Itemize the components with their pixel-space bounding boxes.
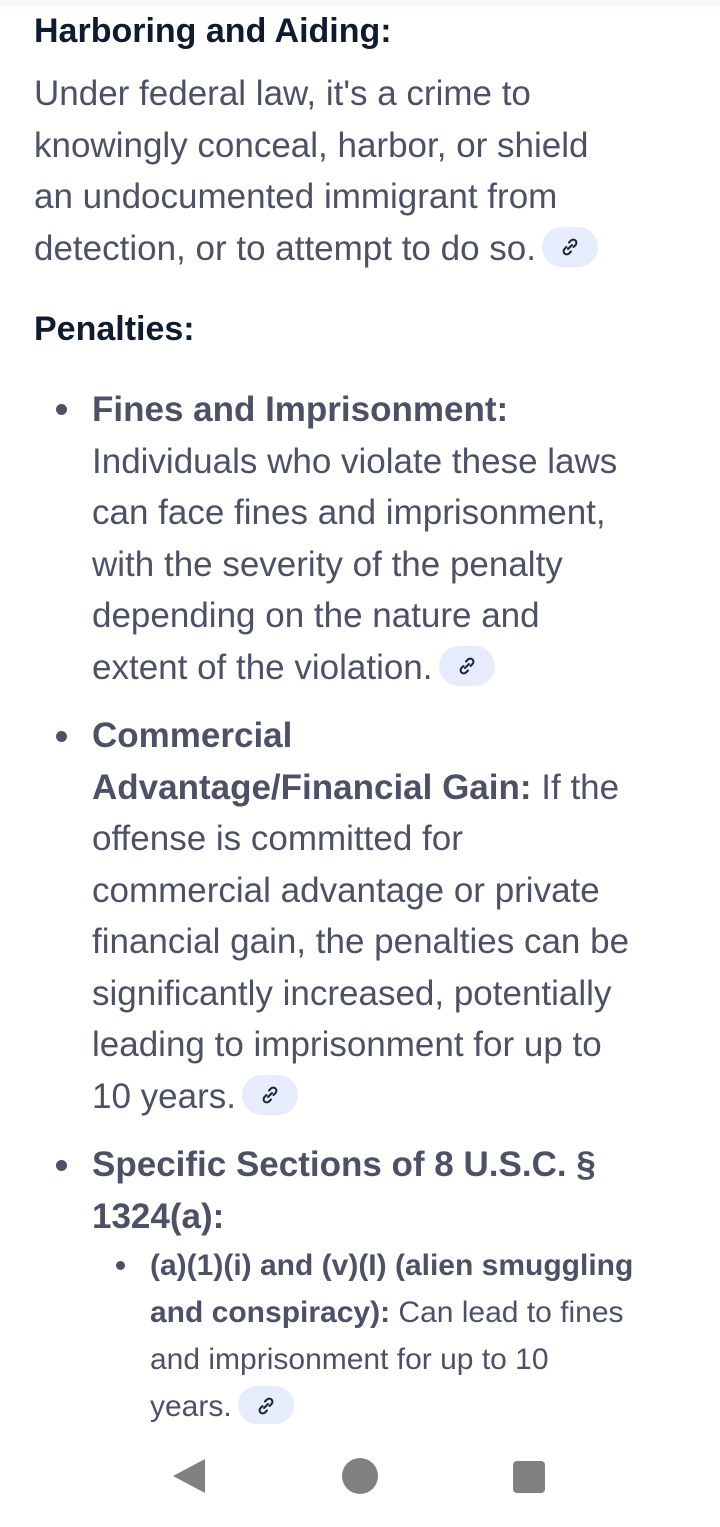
- item-line: commercial advantage or private: [92, 870, 600, 910]
- sublist-item-smuggling: [150, 1242, 710, 1430]
- citation-chip[interactable]: [238, 1386, 294, 1424]
- link-icon: [260, 1085, 280, 1105]
- bullet-icon: [56, 731, 67, 742]
- item-title: 1324(a):: [92, 1196, 225, 1236]
- list-item-fines: [92, 384, 702, 693]
- home-circle-icon[interactable]: [342, 1458, 378, 1494]
- system-navigation-bar: [0, 1432, 720, 1527]
- recent-square-icon[interactable]: [513, 1461, 545, 1493]
- paragraph-line: knowingly conceal, harbor, or shield: [34, 125, 589, 165]
- subitem-line: years.: [150, 1383, 710, 1430]
- item-line: Individuals who violate these laws: [92, 441, 618, 481]
- list-item-commercial: [92, 710, 712, 1122]
- section-heading-penalties: Penalties:: [34, 310, 195, 348]
- bullet-icon: [56, 404, 67, 415]
- paragraph-line: Under federal law, it's a crime to: [34, 74, 531, 113]
- item-line: with the severity of the penalty: [92, 544, 563, 584]
- citation-chip[interactable]: [242, 1075, 298, 1115]
- link-icon: [457, 656, 477, 676]
- link-icon: [560, 237, 580, 257]
- item-line: 10 years.: [92, 1071, 712, 1123]
- section-heading-harboring: Harboring and Aiding:: [34, 12, 392, 50]
- item-line: Advantage/Financial Gain: If the: [92, 767, 620, 807]
- item-line: extent of the violation.: [92, 642, 702, 694]
- item-line: depending on the nature and: [92, 596, 540, 635]
- subitem-line: and conspiracy): Can lead to fines: [150, 1296, 624, 1329]
- paragraph-line: an undocumented immigrant from: [34, 177, 558, 216]
- link-icon: [256, 1396, 276, 1416]
- item-title: Specific Sections of 8 U.S.C. §: [92, 1145, 596, 1184]
- citation-chip[interactable]: [542, 227, 598, 267]
- citation-chip[interactable]: [439, 646, 495, 686]
- subitem-title: (a)(1)(i) and (v)(I) (alien smuggling: [150, 1249, 634, 1282]
- sub-bullet-icon: [116, 1261, 125, 1270]
- back-triangle-icon[interactable]: [173, 1459, 205, 1493]
- paragraph-line: detection, or to attempt to do so.: [34, 223, 598, 275]
- harboring-paragraph: [34, 68, 598, 274]
- list-item-specific-sections: [92, 1139, 712, 1242]
- bullet-icon: [56, 1160, 67, 1171]
- item-line: significantly increased, potentially: [92, 973, 612, 1013]
- subitem-line: and imprisonment for up to 10: [150, 1343, 549, 1376]
- status-bar-edge: [0, 0, 720, 6]
- item-line: offense is committed for: [92, 819, 463, 858]
- item-line: can face fines and imprisonment,: [92, 493, 606, 532]
- item-title: Commercial: [92, 716, 293, 755]
- item-line: leading to imprisonment for up to: [92, 1025, 602, 1064]
- item-line: financial gain, the penalties can be: [92, 922, 630, 961]
- item-title: Fines and Imprisonment:: [92, 390, 509, 429]
